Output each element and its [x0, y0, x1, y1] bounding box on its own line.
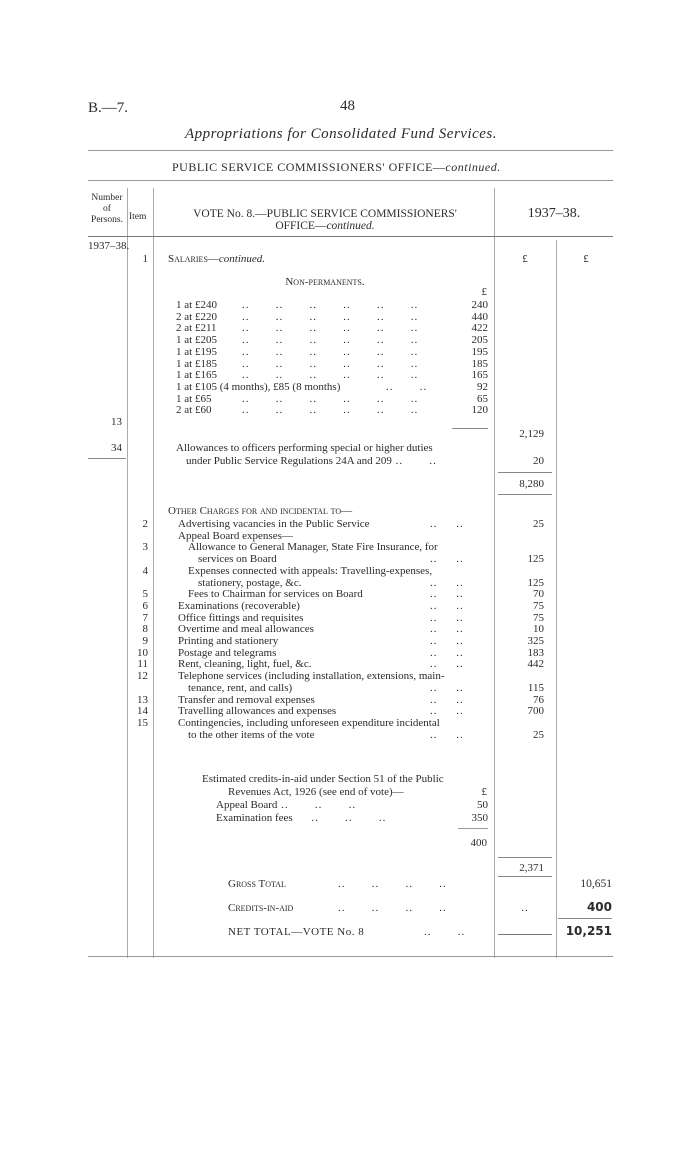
section-title-text: PUBLIC SERVICE COMMISSIONERS' OFFICE— — [172, 160, 446, 174]
leader-dots: .. .. — [430, 588, 464, 601]
charge-item-text: Expenses connected with appeals: Travelling-expenses, — [188, 564, 433, 577]
charge-item-text: Travelling allowances and expenses — [178, 705, 337, 718]
salary-row-label: 1 at £205 — [176, 334, 217, 347]
charge-item-text: Advertising vacancies in the Public Service — [178, 518, 370, 530]
leader-dots: .. .. — [430, 518, 464, 530]
credits-total: 400 — [470, 837, 487, 849]
year-column-header: 1937–38. — [527, 206, 581, 221]
section-rule — [88, 180, 613, 181]
charge-item-text: stationery, postage, &c. — [198, 576, 302, 589]
charge-item-value: 25 — [533, 728, 544, 741]
salaries-heading — [168, 253, 265, 265]
allowances-line1: Allowances to officers performing special or higher duties — [176, 442, 433, 454]
charge-item-number: 4 — [142, 564, 148, 577]
leader-dots: .. .. .. — [292, 812, 387, 824]
charge-item-number: 5 — [142, 588, 148, 601]
credits-in-aid-value: 400 — [586, 900, 612, 914]
salary-row-value: 422 — [471, 322, 488, 335]
credits-row-value: 50 — [477, 799, 488, 811]
salary-row — [176, 322, 488, 334]
charge-item-text: Rent, cleaning, light, fuel, &c. — [178, 658, 312, 671]
leader-dots: .. .. .. .. — [338, 902, 447, 914]
salary-row-value: 185 — [471, 357, 488, 370]
credits-currency: £ — [481, 786, 487, 798]
salary-row-label: 2 at £60 — [176, 404, 212, 417]
charge-item-number: 8 — [142, 623, 148, 636]
leader-dots: .. .. .. .. .. .. — [242, 299, 419, 311]
charge-item-value: 125 — [527, 553, 544, 566]
gross-total-row — [228, 878, 488, 890]
charge-item-number: 6 — [142, 599, 148, 612]
salary-row — [176, 346, 488, 358]
header-bottom-rule — [88, 236, 613, 237]
leader-dots: .. .. — [430, 553, 464, 566]
section-title — [172, 160, 501, 175]
currency-symbol-total: £ — [583, 253, 589, 265]
charge-item-value: 76 — [533, 693, 544, 706]
credits-in-aid-row — [228, 902, 488, 914]
salary-row-label: 2 at £211 — [176, 322, 217, 335]
charge-item-text: Office fittings and requisites — [178, 611, 304, 624]
charge-item-text: Examinations (recoverable) — [178, 599, 300, 612]
persons-count: 13 — [111, 416, 122, 428]
leader-dots: .. .. .. .. .. .. — [242, 345, 419, 358]
other-total-underline — [498, 876, 552, 877]
other-charges-heading: Other Charges for and incidental to— — [168, 505, 353, 517]
charge-item-text: Allowance to General Manager, State Fire Insurance, for — [188, 541, 438, 554]
charge-item-number: 10 — [137, 646, 148, 659]
charge-item-value: 325 — [527, 635, 544, 647]
salaries-total: 8,280 — [519, 478, 544, 490]
leader-dots: .. .. — [430, 635, 464, 647]
salary-row — [176, 311, 488, 323]
charge-item-text: Printing and stationery — [178, 635, 279, 647]
charge-item-number: 15 — [137, 716, 148, 729]
charge-item-number: 12 — [137, 670, 148, 683]
title-rule — [88, 150, 613, 151]
leader-dots: .. .. — [430, 681, 464, 694]
allowances-value: 20 — [533, 455, 544, 467]
leader-dots: .. .. — [430, 728, 464, 741]
allowances-line2-text: under Public Service Regulations 24A and 209 — [186, 455, 392, 467]
leader-dots: .. .. — [391, 455, 437, 467]
salary-row-label: 1 at £195 — [176, 345, 217, 358]
salary-row-label: 1 at £240 — [176, 299, 217, 311]
persons-total-rule — [88, 458, 126, 459]
salaries-total-underline — [498, 494, 552, 495]
section-title-continued: continued. — [445, 160, 501, 174]
salary-row — [176, 404, 488, 416]
charge-item-value: 115 — [527, 681, 544, 694]
leader-dots: .. .. .. — [277, 799, 357, 811]
salary-row — [176, 299, 488, 311]
salary-row-value: 240 — [471, 299, 488, 311]
charge-item-text: Overtime and meal allowances — [178, 623, 314, 636]
salary-row-label: 1 at £165 — [176, 369, 217, 382]
leader-dots: .. .. .. .. .. .. — [242, 357, 419, 370]
salary-row — [176, 381, 488, 393]
salary-row-label: 1 at £65 — [176, 392, 212, 405]
charge-item-number: 14 — [137, 705, 148, 718]
leader-dots: .. .. — [430, 693, 464, 706]
salary-row — [176, 334, 488, 346]
charge-item-text: services on Board — [198, 553, 277, 566]
allowances-persons: 34 — [111, 442, 122, 454]
charge-item-value: 75 — [533, 599, 544, 612]
credits-value-rule — [558, 918, 612, 919]
charge-item-value: 25 — [533, 518, 544, 530]
leader-dots: .. .. — [386, 380, 428, 393]
charge-item-text: tenance, rent, and calls) — [188, 681, 293, 694]
vote-header-line1: VOTE No. 8.—PUBLIC SERVICE COMMISSIONERS' — [193, 208, 457, 220]
salary-row-label: 1 at £185 — [176, 357, 217, 370]
charge-item-text: Appeal Board expenses— — [178, 529, 293, 542]
other-charges-total: 2,371 — [519, 862, 544, 874]
leader-dots: .. .. — [430, 623, 464, 636]
salaries-heading-text: Salaries— — [168, 253, 219, 265]
salary-row-value: 195 — [471, 345, 488, 358]
leader-dots: .. .. .. .. .. .. — [242, 404, 419, 417]
gross-total-value: 10,651 — [580, 878, 612, 890]
salary-row-value: 92 — [477, 380, 488, 393]
page-number: 48 — [340, 98, 355, 114]
credits-row-label: Examination fees — [216, 812, 293, 824]
credits-row-value: 350 — [471, 812, 488, 824]
charge-item-value: 10 — [533, 623, 544, 636]
charge-item-number: 2 — [142, 518, 148, 530]
main-title: Appropriations for Consolidated Fund Services. — [185, 126, 498, 142]
leader-dots: .. .. — [430, 705, 464, 718]
gross-total-label: Gross Total — [228, 878, 286, 890]
item-column-rule — [153, 188, 154, 958]
inner-currency-symbol: £ — [481, 286, 487, 298]
salary-row-value: 205 — [471, 334, 488, 347]
salary-subtotal: 2,129 — [519, 428, 544, 440]
salaries-heading-continued: continued. — [218, 253, 266, 265]
amount-column-rule — [494, 188, 495, 958]
leader-dots: .. .. — [424, 926, 466, 938]
vote-header-line2-continued: continued. — [326, 220, 375, 232]
vote-header-line2-text: OFFICE— — [275, 220, 327, 232]
leader-dots: .. .. — [430, 646, 464, 659]
salary-row-value: 65 — [477, 392, 488, 405]
charge-item-number: 13 — [137, 693, 148, 706]
credits-row-appeal — [216, 799, 488, 811]
persons-column-header: Number of Persons. — [91, 193, 123, 225]
leader-dots: .. .. .. .. — [338, 878, 447, 890]
leader-dots: .. .. — [430, 599, 464, 612]
leader-dots: .. .. — [430, 576, 464, 589]
item-column-header: Item — [129, 212, 147, 222]
non-permanents-heading: Non-permanents. — [285, 276, 365, 288]
charge-item-number: 7 — [142, 611, 148, 624]
charge-item-value: 700 — [527, 705, 544, 718]
charge-item-value: 70 — [533, 588, 544, 601]
year-label: 1937–38. — [88, 240, 130, 252]
charge-item-number: 11 — [137, 658, 148, 671]
salary-row-value: 165 — [471, 369, 488, 382]
charge-item-text: Transfer and removal expenses — [178, 693, 315, 706]
salaries-item-number: 1 — [142, 253, 148, 265]
charge-item-number: 3 — [142, 541, 148, 554]
currency-symbol-amount: £ — [522, 253, 528, 265]
charge-item-text: to the other items of the vote — [188, 728, 315, 741]
leader-dots: .. .. — [430, 658, 464, 671]
salary-row-value: 120 — [471, 404, 488, 417]
leader-dots: .. .. .. .. .. .. — [242, 310, 419, 323]
leader-dots: .. .. .. .. .. .. — [242, 322, 419, 335]
net-total-label: NET TOTAL—VOTE No. 8 — [228, 926, 365, 938]
leader-dots: .. .. .. .. .. .. — [242, 334, 419, 347]
salary-row — [176, 369, 488, 381]
charge-item-text: Postage and telegrams — [178, 646, 277, 659]
leader-dots: .. .. .. .. .. .. — [242, 369, 419, 382]
allowances-line2 — [186, 455, 437, 467]
leader-dots: .. .. — [430, 611, 464, 624]
credits-line2: Revenues Act, 1926 (see end of vote)— — [228, 786, 404, 798]
salary-row-label: 1 at £105 (4 months), £85 (8 months) — [176, 380, 341, 393]
total-column-rule — [556, 240, 557, 958]
charge-item-number: 9 — [142, 635, 148, 647]
charge-item-value: 125 — [527, 576, 544, 589]
charge-item-text: Contingencies, including unforeseen expenditure incidental — [178, 716, 440, 729]
credits-row-label: Appeal Board — [216, 799, 278, 811]
charge-item-value: 442 — [527, 658, 544, 671]
other-total-rule — [498, 857, 552, 858]
charge-item-text: Telephone services (including installation, extensions, main- — [178, 670, 445, 683]
salary-subtotal-rule — [452, 428, 488, 429]
net-total-row — [228, 926, 488, 938]
vote-header-line2 — [160, 220, 490, 232]
credits-total-rule — [458, 828, 488, 829]
charge-item-value: 183 — [527, 646, 544, 659]
salary-row — [176, 393, 488, 405]
page-reference: B.—7. — [88, 100, 129, 116]
vote-header — [160, 208, 490, 232]
credits-row-examination — [216, 812, 488, 824]
salary-row-value: 440 — [471, 310, 488, 323]
net-total-value: 10,251 — [565, 924, 612, 938]
charge-item-text: Fees to Chairman for services on Board — [188, 588, 363, 601]
salary-row — [176, 358, 488, 370]
credits-line1: Estimated credits-in-aid under Section 51 of the Public — [202, 773, 444, 785]
net-total-dash — [498, 934, 552, 935]
leader-dots: .. .. .. .. .. .. — [242, 392, 419, 405]
table-bottom-rule — [88, 956, 613, 957]
salaries-total-rule — [498, 472, 552, 473]
salary-row-label: 2 at £220 — [176, 310, 217, 323]
credits-in-aid-label: Credits-in-aid — [228, 902, 294, 914]
charge-item-value: 75 — [533, 611, 544, 624]
credits-in-aid-amount: .. — [521, 902, 529, 914]
